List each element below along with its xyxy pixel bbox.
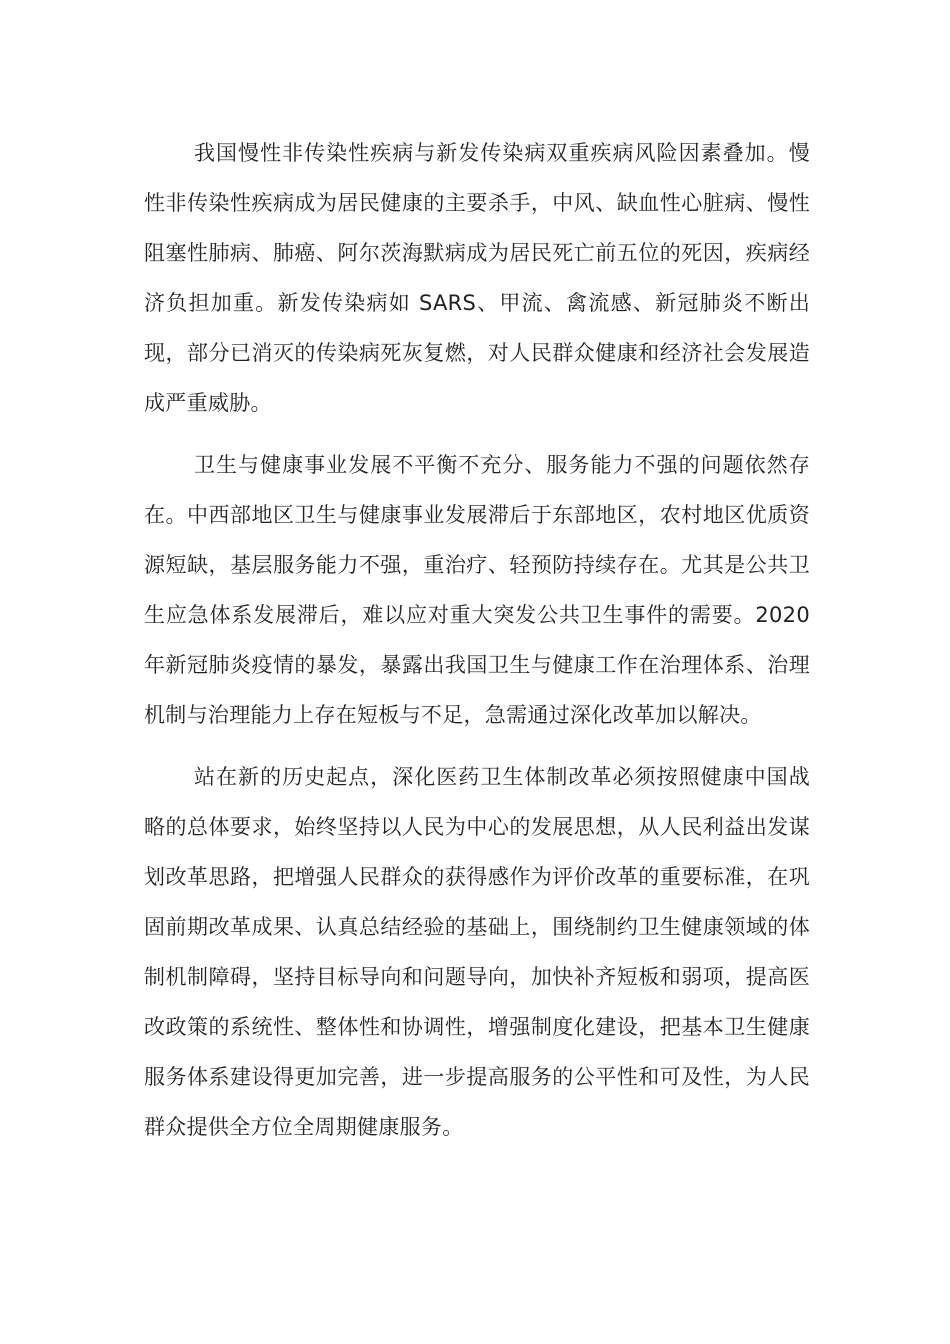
- paragraph-reform-requirements: 站在新的历史起点，深化医药卫生体制改革必须按照健康中国战略的总体要求，始终坚持以人民为中心的发展思想，从人民利益出发谋划改革思路，把增强人民群众的获得感作为评价改革的重要标准，在巩固前期改革成果、认真总结经验的基础上，围绕制约卫生健康领域的体制机制障碍，坚持目标导向和问题导向，加快补齐短板和弱项，提高医改政策的系统性、整体性和协调性，增强制度化建设，把基本卫生健康服务体系建设得更加完善，进一步提高服务的公平性和可及性，为人民群众提供全方位全周期健康服务。: [144, 765, 810, 1139]
- paragraph-disease-risk: 我国慢性非传染性疾病与新发传染病双重疾病风险因素叠加。慢性非传染性疾病成为居民健康的主要杀手，中风、缺血性心脏病、慢性阻塞性肺病、肺癌、阿尔茨海默病成为居民死亡前五位的死因，疾病经济负担加重。新发传染病如 SARS、甲流、禽流感、新冠肺炎不断出现，部分已消灭的传染病死灰复燃，对人民群众健康和经济社会发展造成严重威胁。: [144, 141, 810, 415]
- paragraph-development-imbalance: 卫生与健康事业发展不平衡不充分、服务能力不强的问题依然存在。中西部地区卫生与健康事业发展滞后于东部地区，农村地区优质资源短缺，基层服务能力不强，重治疗、轻预防持续存在。尤其是公共卫生应急体系发展滞后，难以应对重大突发公共卫生事件的需要。2020 年新冠肺炎疫情的暴发，暴露出我国卫生与健康工作在治理体系、治理机制与治理能力上存在短板与不足，急需通过深化改革加以解决。: [144, 453, 810, 727]
- document-page: [144, 128, 810, 1164]
